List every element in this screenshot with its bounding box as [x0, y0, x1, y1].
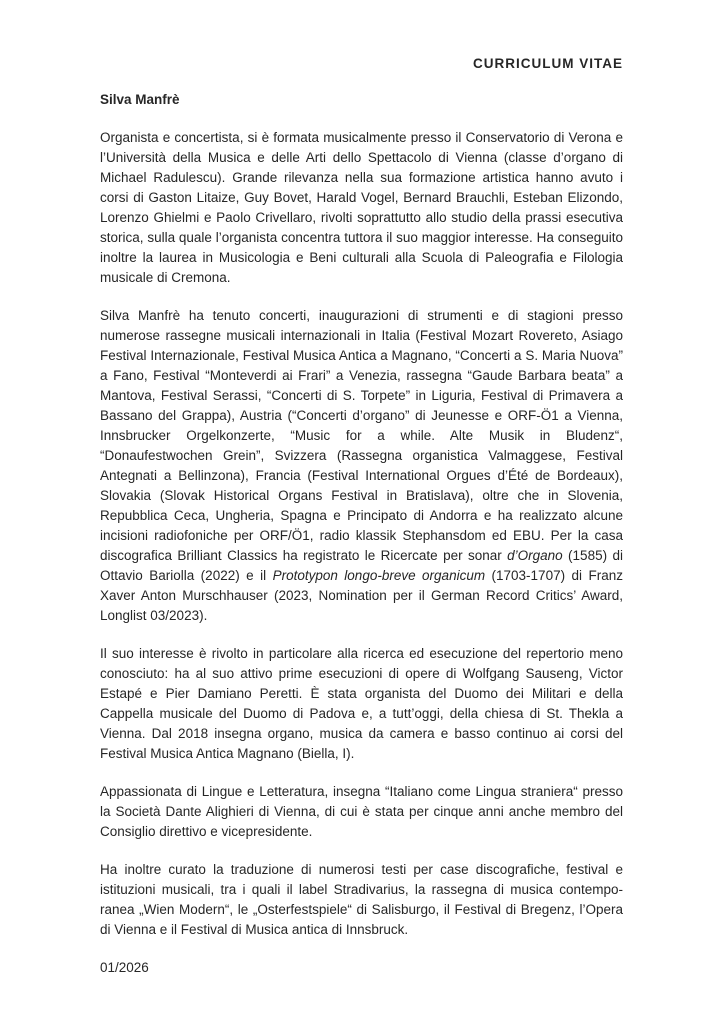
- p2-text-2: (1585) di Ottavio Bariolla (2022) e il: [100, 548, 623, 583]
- document-title: CURRICULUM VITAE: [473, 56, 623, 71]
- p2-text-1: Silva Manfrè ha tenuto concerti, inaugurazioni di strumenti e di stagioni presso numerose rassegne musicali internazionali in Italia (Festival Mozart Rovereto, Asiago Festival Internazionale, Festival Musica Antica a Magnano, “Concerti a S. Maria Nuova” a Fano, Festival “Monteverdi ai Frari” a Venezia, rassegna “Gaude Barbara beata” a Mantova, Festival Serassi, “Concerti di S. Torpete” in Liguria, Festival di Primavera a Bassano del Grappa), Austria (“Concerti d’organo” di Jeunesse e ORF-Ö1 a Vienna, Innsbrucker Orgelkonzerte, “Music for a while. Alte Musik in Bludenz“, “Donaufestwochen Grein”, Svizzera (Rassegna organistica Valmaggese, Festival Antegnati a Bellinzona), Francia (Festival International Orgues d’Été de Bordeaux), Slovakia (Slovak Historical Organs Festival in Bratislava), oltre che in Slovenia, Repubblica Ceca, Ungheria, Spagna e Principato di Andorra e ha realizzato alcune incisioni radiofoniche per ORF/Ö1, radio klassik Stephansdom ed EBU. Per la casa discografica Brilliant Classics ha registrato le Ricercate per sonar: [100, 308, 623, 563]
- paragraph-languages-teaching: Appassionata di Lingue e Letteratura, insegna “Italiano come Lingua straniera“ presso la Società Dante Alighieri di Vienna, di cui è stata per cinque anni anche membro del Consiglio direttivo e vicepresidente.: [100, 784, 623, 839]
- document-date: 01/2026: [100, 960, 149, 975]
- p2-text-3: (1703-1707) di Franz Xaver Anton Murschhauser (2023, Nomination per il German Record Critics’ Award, Longlist 03/2023).: [100, 568, 623, 623]
- person-name: Silva Manfrè: [100, 92, 180, 107]
- paragraph-translations: Ha inoltre curato la traduzione di numerosi testi per case discografiche, festival e istituzioni musicali, tra i quali il label Stradivarius, la rassegna di musica contempo-ranea „Wien Modern“, le „Osterfestspiele“ di Salisburgo, il Festival di Bregenz, l’Opera di Vienna e il Festival di Musica antica di Innsbruck.: [100, 862, 623, 937]
- p2-work-title-prototypon: Prototypon longo-breve organicum: [272, 568, 486, 583]
- paragraph-education-background: Organista e concertista, si è formata musicalmente presso il Conservatorio di Verona e l’Università della Musica e delle Arti dello Spettacolo di Vienna (classe d’organo di Michael Radulescu). Grande rilevanza nella sua formazione artistica hanno avuto i corsi di Gaston Litaize, Guy Bovet, Harald Vogel, Bernard Brauchli, Esteban Elizondo, Lorenzo Ghielmi e Paolo Crivellaro, rivolti soprattutto allo studio della prassi esecutiva storica, sulla quale l’organista concentra tuttora il suo maggior interesse. Ha conseguito inoltre la laurea in Musicologia e Beni culturali alla Scuola di Paleografia e Filologia musicale di Cremona.: [100, 130, 623, 285]
- paragraph-concerts-recordings: [100, 306, 623, 626]
- paragraph-repertoire-positions: Il suo interesse è rivolto in particolare alla ricerca ed esecuzione del repertorio meno conosciuto: ha al suo attivo prime esecuzioni di opere di Wolfgang Sauseng, Victor Estapé e Pier Damiano Peretti. È stata organista del Duomo dei Militari e della Cappella musicale del Duomo di Padova e, a tutt’oggi, della chiesa di St. Thekla a Vienna. Dal 2018 insegna organo, musica da camera e basso continuo ai corsi del Festival Musica Antica Magnano (Biella, I).: [100, 646, 623, 761]
- p2-work-title-organo: d’Organo: [507, 548, 563, 563]
